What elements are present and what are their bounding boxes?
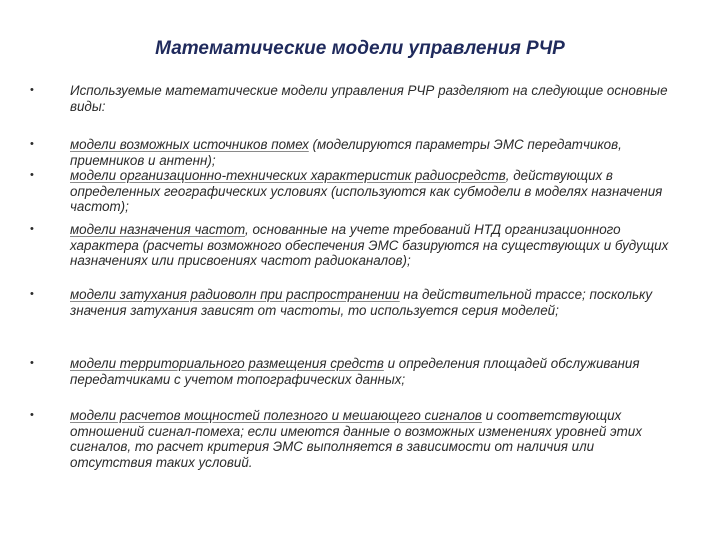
list-item-text — [70, 168, 670, 215]
bullet-icon: • — [30, 288, 34, 300]
list-item-rest: на действительной трассе; поскольку значения затухания зависят от частоты, то используется серия моделей; — [70, 287, 653, 318]
list-item-text — [70, 408, 670, 470]
list-item-lead: модели территориального размещения средств — [70, 356, 384, 371]
list-item-rest: и определения площадей обслуживания передатчиками с учетом топографических данных; — [70, 356, 640, 387]
list-item-text — [70, 222, 670, 269]
bullet-icon: • — [30, 169, 34, 181]
list-item-rest: (моделируются параметры ЭМС передатчиков, приемников и антенн); — [70, 137, 622, 168]
list-item-text — [70, 137, 670, 168]
list-item-rest: Используемые математические модели управления РЧР разделяют на следующие основные виды: — [70, 83, 668, 114]
list-item-rest: , действующих в определенных географических условиях (используются как субмодели в моделях назначения частот); — [70, 168, 663, 215]
bullet-icon: • — [30, 357, 34, 369]
bullet-icon: • — [30, 138, 34, 150]
slide-title: Математические модели управления РЧР — [155, 38, 565, 59]
bullet-icon: • — [30, 84, 34, 96]
bullet-icon: • — [30, 223, 34, 235]
list-item-text — [70, 83, 670, 114]
list-item-rest: , основанные на учете требований НТД организационного характера (расчеты возможного обеспечения ЭМС базируются на существующих и будущих назначениях или присвоениях частот радиоканалов); — [70, 222, 669, 269]
list-item-rest: и соответствующих отношений сигнал-помеха; если имеются данные о возможных изменениях уровней этих сигналов, то расчет критерия ЭМС выполняется в зависимости от наличия или отсутствия таких условий. — [70, 408, 642, 470]
list-item-text — [70, 287, 670, 318]
bullet-icon: • — [30, 409, 34, 421]
list-item-lead: модели затухания радиоволн при распространении — [70, 287, 400, 302]
list-item-lead: модели возможных источников помех — [70, 137, 309, 152]
list-item-lead: модели организационно-технических характеристик радиосредств — [70, 168, 506, 183]
list-item-lead: модели расчетов мощностей полезного и мешающего сигналов — [70, 408, 482, 423]
list-item-lead: модели назначения частот — [70, 222, 246, 237]
list-item-text — [70, 356, 670, 387]
